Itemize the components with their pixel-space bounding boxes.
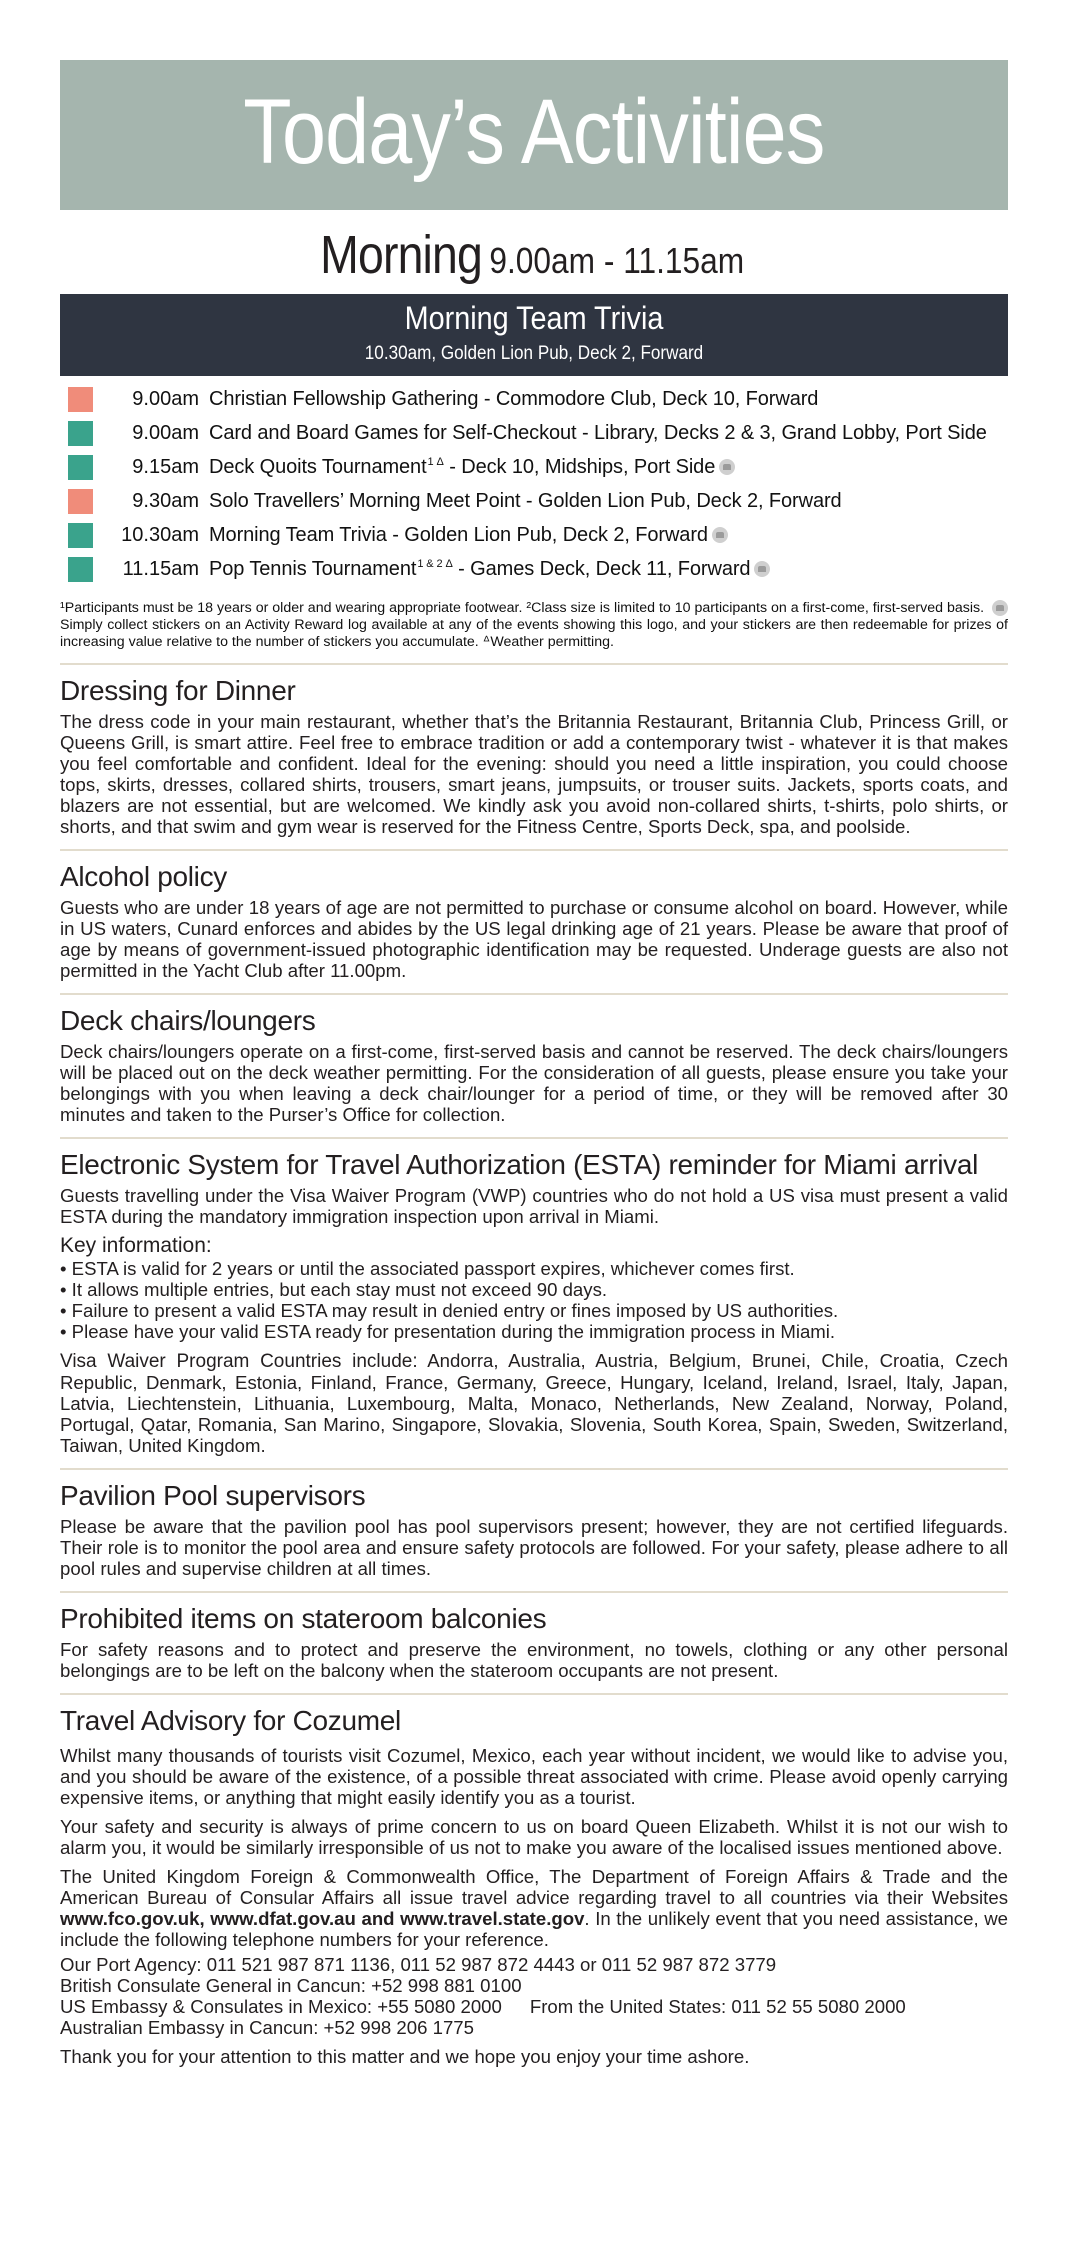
- activity-location: - Deck 10, Midships, Port Side: [443, 455, 716, 478]
- activity-row: [60, 518, 1008, 552]
- section-balconies: [60, 1593, 1008, 1681]
- section-dinner: [60, 665, 1008, 837]
- session-name: Morning: [320, 225, 482, 285]
- section-pool: [60, 1470, 1008, 1579]
- closing-note: Thank you for your attention to this matter and we hope you enjoy your time ashore.: [60, 2046, 750, 2067]
- section-title: Travel Advisory for Cozumel: [60, 1705, 401, 1736]
- activity-row: [60, 450, 1008, 484]
- activity-name: Christian Fellowship Gathering: [209, 387, 479, 410]
- category-color-square: [68, 489, 93, 514]
- category-color-square: [68, 387, 93, 412]
- key-information-list: [60, 1258, 1008, 1342]
- activity-name: Deck Quoits Tournament: [209, 455, 427, 478]
- section-title: Dressing for Dinner: [60, 675, 296, 706]
- footnotes: [60, 600, 1008, 651]
- activity-time: 9.15am: [132, 455, 199, 478]
- activity-description: [209, 558, 770, 581]
- category-color-square: [68, 557, 93, 582]
- list-item: • Failure to present a valid ESTA may result in denied entry or fines imposed by US authorities.: [60, 1300, 839, 1321]
- government-websites: www.fco.gov.uk, www.dfat.gov.au and www.travel.state.gov: [60, 1908, 585, 1929]
- activity-name: Solo Travellers’ Morning Meet Point: [209, 489, 521, 512]
- activity-location: - Golden Lion Pub, Deck 2, Forward: [520, 489, 842, 512]
- activity-description: [209, 490, 842, 513]
- phone-us-mexico: US Embassy & Consulates in Mexico: +55 5080 2000: [60, 1996, 502, 2017]
- section-title: Alcohol policy: [60, 861, 227, 892]
- key-information-heading: Key information:: [60, 1234, 212, 1257]
- activity-description: [209, 422, 987, 445]
- featured-event-banner: [60, 294, 1008, 376]
- session-time-range: 9.00am - 11.15am: [488, 240, 744, 281]
- travel-advice-paragraph: [60, 1866, 1008, 1950]
- activity-time: 10.30am: [121, 523, 199, 546]
- activity-location: - Library, Decks 2 & 3, Grand Lobby, Port Side: [576, 421, 987, 444]
- section-body: The dress code in your main restaurant, whether that’s the Britannia Restaurant, Britannia Club, Princess Grill, or Queens Grill, is smart attire. Feel free to embrace tradition or add a contemporary twist - whatever it is that makes you feel comfortable and confident. Ideal for the evening: should you need a little inspiration, you could choose tops, skirts, dresses, collared shirts, trousers, smart jeans, jumpsuits, or trouser suits. Jackets, sports coats, and blazers are not essential, but are welcomed. We kindly ask you avoid non-collared shirts, t-shirts, polo shirts, or shorts, and that swim and gym wear is reserved for the Fitness Centre, Sports Deck, spa, and poolside.: [60, 711, 1008, 837]
- travel-advice-text-end: . In the unlikely event that you need assistance, we include the following telephone numbers for your reference.: [60, 1908, 1008, 1950]
- featured-event-details: 10.30am, Golden Lion Pub, Deck 2, Forward: [364, 343, 704, 364]
- activity-time: 11.15am: [122, 557, 199, 580]
- activity-row: [60, 416, 1008, 450]
- list-item: • It allows multiple entries, but each stay must not exceed 90 days.: [60, 1279, 608, 1300]
- vwp-countries-list: Andorra, Australia, Austria, Belgium, Brunei, Chile, Croatia, Czech Republic, Denmark, Estonia, Finland, France, Germany, Greece, Hungary, Iceland, Ireland, Israel, Italy, Japan, Latvia, Liechtenstein, Lithuania, Luxembourg, Malta, Monaco, Netherlands, New Zealand, Norway, Poland, Portugal, Qatar, Romania, San Marino, Singapore, Slovakia, Slovenia, South Korea, Spain, Sweden, Switzerland, Taiwan, United Kingdom.: [60, 1350, 1009, 1456]
- section-body: Please be aware that the pavilion pool has pool supervisors present; however, they are not certified lifeguards. Their role is to monitor the pool area and ensure safety protocols are followed. For your safety, please adhere to all pool rules and supervise children at all times.: [60, 1516, 1008, 1579]
- session-header: [60, 224, 1008, 285]
- activity-time: 9.00am: [132, 387, 199, 410]
- section-title: Electronic System for Travel Authorization (ESTA) reminder for Miami arrival: [60, 1149, 979, 1180]
- phone-australian-embassy: Australian Embassy in Cancun: +52 998 206 1775: [60, 2017, 474, 2038]
- activity-location: - Commodore Club, Deck 10, Forward: [478, 387, 819, 410]
- phone-british-consulate: British Consulate General in Cancun: +52 998 881 0100: [60, 1975, 522, 1996]
- activity-list: [60, 382, 1008, 586]
- section-body: Your safety and security is always of prime concern to us on board Queen Elizabeth. Whilst it is not our wish to alarm you, it would be similarly irresponsible of us not to make you aware of the localised issues mentioned above.: [60, 1816, 1008, 1858]
- activity-description: [209, 388, 818, 411]
- activity-time: 9.00am: [132, 421, 199, 444]
- activity-reward-icon: [754, 561, 770, 577]
- phone-list: [60, 1954, 1008, 2038]
- list-item: • Please have your valid ESTA ready for presentation during the immigration process in Miami.: [60, 1321, 836, 1342]
- activity-reward-icon: [719, 459, 735, 475]
- section-esta: [60, 1139, 1008, 1456]
- section-title: Pavilion Pool supervisors: [60, 1480, 366, 1511]
- section-body: Guests who are under 18 years of age are not permitted to purchase or consume alcohol on board. However, while in US waters, Cunard enforces and abides by the US legal drinking age of 21 years. Please be aware that proof of age by means of government-issued photographic identification may be requested. Underage guests are also not permitted in the Yacht Club after 11.00pm.: [60, 897, 1008, 981]
- phone-us-from-us: From the United States: 011 52 55 5080 2000: [529, 1996, 906, 2017]
- section-body: For safety reasons and to protect and preserve the environment, no towels, clothing or any other personal belongings are to be left on the balcony when the stateroom occupants are not present.: [60, 1639, 1008, 1681]
- activity-row: [60, 382, 1008, 416]
- activity-name: Card and Board Games for Self-Checkout: [209, 421, 577, 444]
- activities-sheet: [60, 60, 1008, 2067]
- section-title: Deck chairs/loungers: [60, 1005, 316, 1036]
- activity-description: [209, 456, 735, 479]
- activity-row: [60, 484, 1008, 518]
- activity-location: - Games Deck, Deck 11, Forward: [452, 557, 751, 580]
- list-item: • ESTA is valid for 2 years or until the associated passport expires, whichever comes first.: [60, 1258, 795, 1279]
- featured-event-title: Morning Team Trivia: [404, 300, 664, 336]
- footnote-marks: 1 Δ: [427, 455, 444, 468]
- phone-port-agency: Our Port Agency: 011 521 987 871 1136, 011 52 987 872 4443 or 011 52 987 872 3779: [60, 1954, 777, 1975]
- activity-location: - Golden Lion Pub, Deck 2, Forward: [386, 523, 708, 546]
- page-title: Today’s Activities: [243, 81, 825, 183]
- section-title: Prohibited items on stateroom balconies: [60, 1603, 547, 1634]
- footnote-marks: 1 & 2 Δ: [417, 557, 453, 570]
- section-body: Guests travelling under the Visa Waiver Program (VWP) countries who do not hold a US visa must present a valid ESTA during the mandatory immigration inspection upon arrival in Miami.: [60, 1185, 1008, 1227]
- activity-reward-icon: [992, 600, 1008, 616]
- activity-reward-icon: [712, 527, 728, 543]
- section-body: Deck chairs/loungers operate on a first-come, first-served basis and cannot be reserved. The deck chairs/loungers will be placed out on the deck weather permitting. For the consideration of all guests, please ensure you take your belongings with you when leaving a deck chair/lounger for a period of time, or they will be removed after 30 minutes and taken to the Purser’s Office for collection.: [60, 1041, 1008, 1125]
- activity-name: Pop Tennis Tournament: [209, 557, 417, 580]
- vwp-countries: [60, 1350, 1008, 1456]
- section-body: Whilst many thousands of tourists visit Cozumel, Mexico, each year without incident, we would like to advise you, and you should be aware of the existence, of a possible threat associated with crime. Please avoid openly carrying expensive items, or anything that might easily identify you as a tourist.: [60, 1745, 1008, 1808]
- section-alcohol: [60, 851, 1008, 981]
- title-banner: [60, 60, 1008, 210]
- activity-name: Morning Team Trivia: [209, 523, 387, 546]
- vwp-countries-label: Visa Waiver Program Countries include:: [60, 1351, 418, 1372]
- footnote-rewards: Simply collect stickers on an Activity Reward log available at any of the events showing this logo, and your stickers are then redeemable for prizes of increasing value relative to the number of stickers you accumulate. ᐞWeather permitting.: [60, 617, 1008, 650]
- travel-advice-text: The United Kingdom Foreign & Commonwealth Office, The Department of Foreign Affairs & Trade and the American Bureau of Consular Affairs all issue travel advice regarding travel to all countries via their Websites: [60, 1866, 1008, 1908]
- activity-description: [209, 524, 728, 547]
- category-color-square: [68, 523, 93, 548]
- category-color-square: [68, 455, 93, 480]
- activity-time: 9.30am: [132, 489, 199, 512]
- category-color-square: [68, 421, 93, 446]
- section-deckchairs: [60, 995, 1008, 1125]
- section-cozumel: [60, 1695, 1008, 2067]
- phone-us-embassy: [60, 1996, 1008, 2017]
- footnote-participants: ¹Participants must be 18 years or older and wearing appropriate footwear. ²Class size is limited to 10 participants on a first-come, first-served basis.: [60, 600, 985, 616]
- activity-row: [60, 552, 1008, 586]
